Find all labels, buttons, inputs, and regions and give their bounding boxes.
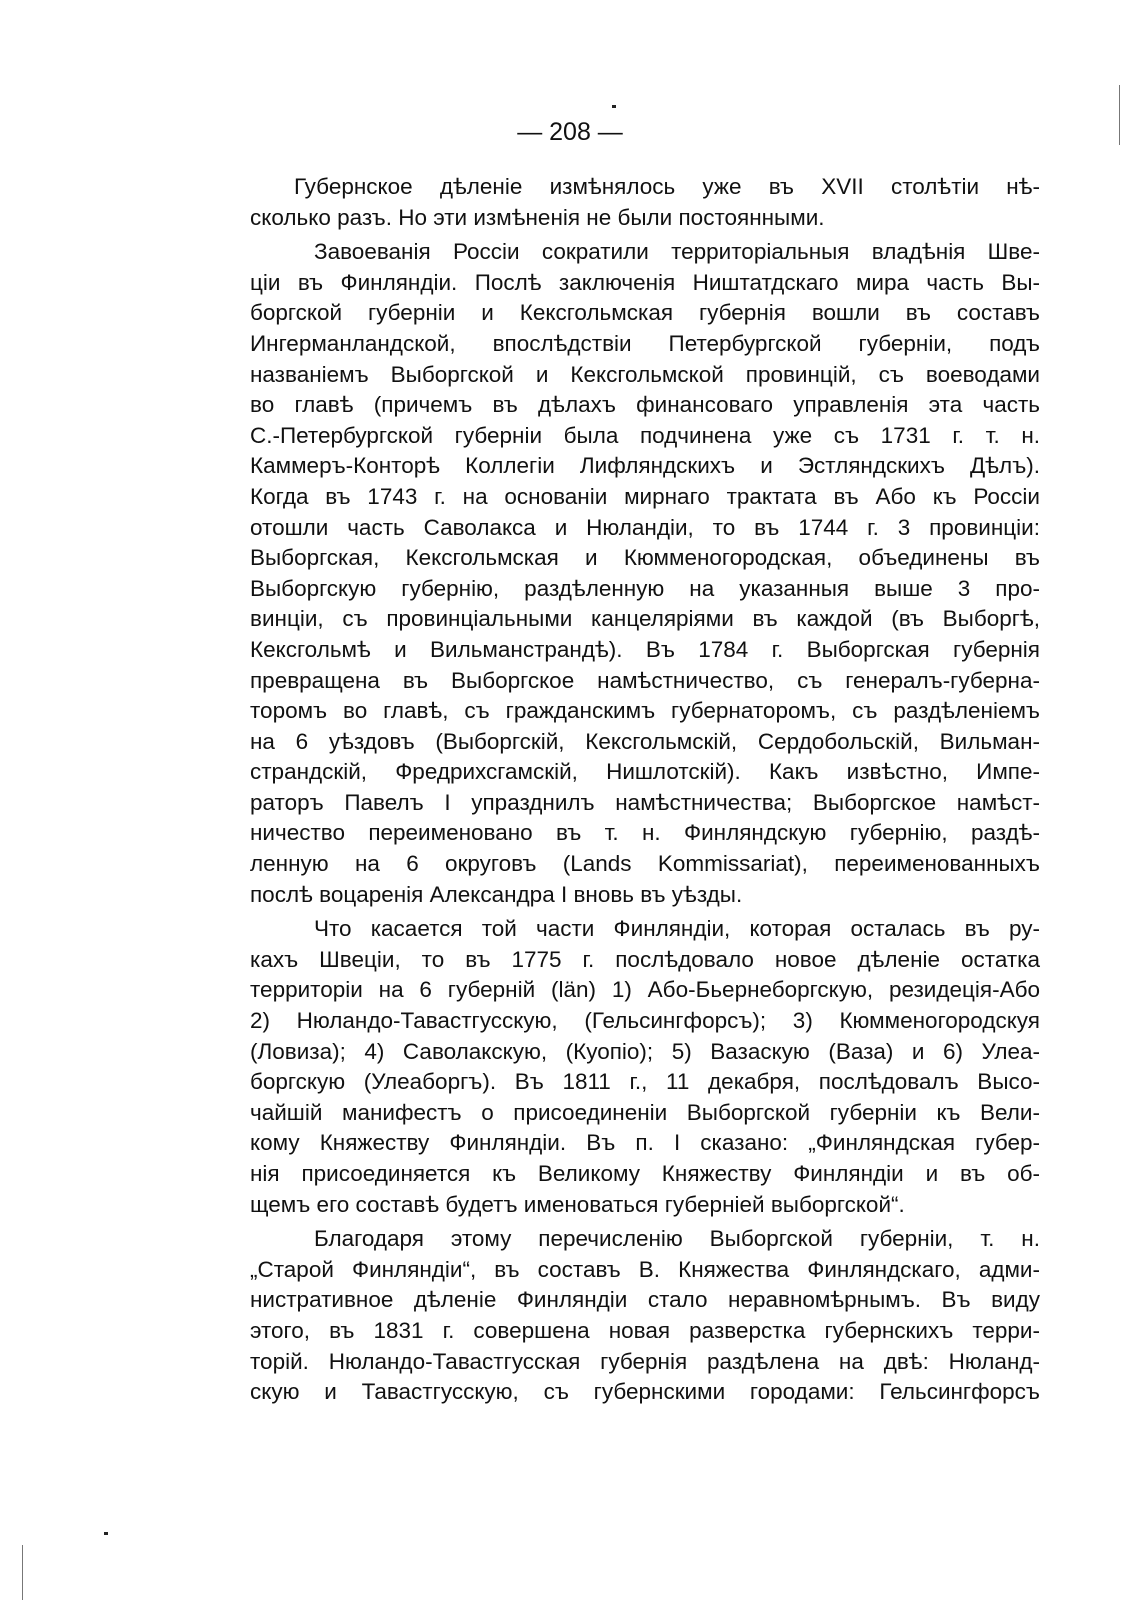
text-line: боргской губерніи и Кексгольмская губернія вошли въ составъ bbox=[250, 300, 1040, 326]
text-line: Выборгская, Кексгольмская и Кюмменогородская, объединены въ bbox=[250, 545, 1040, 571]
text-line: на 6 уѣздовъ (Выборгскій, Кексгольмскій, Сердобольскій, Вильман- bbox=[250, 728, 1040, 754]
text-line: торомъ во главѣ, съ гражданскимъ губернаторомъ, съ раздѣленіемъ bbox=[250, 698, 1040, 724]
text-line: (Ловиза); 4) Саволакскую, (Куопіо); 5) Вазаскую (Ваза) и 6) Улеа- bbox=[250, 1038, 1040, 1064]
text-line: Выборгскую губернію, раздѣленную на указанныя выше 3 про- bbox=[250, 575, 1040, 601]
text-line: Губернское дѣленіе измѣнялось уже въ XVII столѣтіи нѣ- bbox=[294, 174, 1040, 199]
scan-artifact-bottom-dot bbox=[104, 1532, 108, 1535]
text-line: сколько разъ. Но эти измѣненія не были постоянными. bbox=[250, 204, 825, 230]
paragraph-1 bbox=[250, 172, 1040, 233]
text-line: этого, въ 1831 г. совершена новая разверстка губернскихъ терри- bbox=[250, 1317, 1040, 1343]
text-line: торій. Нюландо-Тавастгусская губернія раздѣлена на двѣ: Нюланд- bbox=[250, 1348, 1040, 1374]
text-line: во главѣ (причемъ въ дѣлахъ финансоваго управленія эта часть bbox=[250, 392, 1040, 418]
text-line: нистративное дѣленіе Финляндіи стало неравномѣрнымъ. Въ виду bbox=[250, 1287, 1040, 1313]
text-line: скую и Тавастгусскую, съ губернскими городами: Гельсингфорсъ bbox=[250, 1379, 1040, 1405]
paragraph-2 bbox=[250, 237, 1040, 910]
paragraph-4 bbox=[250, 1224, 1040, 1408]
text-line: боргскую (Улеаборгъ). Въ 1811 г., 11 декабря, послѣдовалъ Высо- bbox=[250, 1069, 1040, 1095]
text-line: ленную на 6 округовъ (Lands Kommissariat), переименованныхъ bbox=[250, 851, 1040, 877]
text-line: Благодаря этому перечисленію Выборгской губерніи, т. н. bbox=[314, 1226, 1040, 1252]
text-line: названіемъ Выборгской и Кексгольмской провинцій, съ воеводами bbox=[250, 361, 1040, 387]
text-line: отошли часть Саволакса и Нюландіи, то въ 1744 г. 3 провинціи: bbox=[250, 514, 1040, 540]
text-line: ничество переименовано въ т. н. Финляндскую губернію, раздѣ- bbox=[250, 820, 1040, 846]
text-line: кому Княжеству Финляндіи. Въ п. I сказано: „Финляндская губер- bbox=[250, 1130, 1040, 1156]
text-line: Что касается той части Финляндіи, которая осталась въ ру- bbox=[314, 916, 1040, 942]
text-line: раторъ Павелъ I упразднилъ намѣстничества; Выборгское намѣст- bbox=[250, 789, 1040, 815]
page-number: — 208 — bbox=[517, 118, 623, 146]
text-line: Кексгольмѣ и Вильманстрандѣ). Въ 1784 г. Выборгская губернія bbox=[250, 636, 1040, 662]
text-line: превращена въ Выборгское намѣстничество, съ генералъ-губерна- bbox=[250, 667, 1040, 693]
scan-artifact-left-line bbox=[22, 1545, 23, 1600]
text-line: кахъ Швеціи, то въ 1775 г. послѣдовало новое дѣленіе остатка bbox=[250, 946, 1040, 972]
text-line: Ингерманландской, впослѣдствіи Петербургской губерніи, подъ bbox=[250, 330, 1040, 356]
text-line: 2) Нюландо-Тавастгусскую, (Гельсингфорсъ); 3) Кюмменогородскуя bbox=[250, 1008, 1040, 1034]
text-line: винціи, съ провинціальными канцеляріями въ каждой (въ Выборгѣ, bbox=[250, 606, 1040, 632]
text-line: страндскій, Фредрихсгамскій, Нишлотскій). Какъ извѣстно, Импе- bbox=[250, 759, 1040, 785]
body-text bbox=[250, 172, 1040, 1408]
paragraph-3 bbox=[250, 914, 1040, 1220]
text-line: Завоеванія Россіи сократили территоріальныя владѣнія Шве- bbox=[314, 239, 1040, 265]
text-line: Когда въ 1743 г. на основаніи мирнаго трактата въ Або къ Россіи bbox=[250, 483, 1040, 509]
text-line: территоріи на 6 губерній (län) 1) Або-Бьернеборгскую, резидеція-Або bbox=[250, 977, 1040, 1003]
text-line: нія присоединяется къ Великому Княжеству Финляндіи и въ об- bbox=[250, 1161, 1040, 1186]
text-line: ціи въ Финляндіи. Послѣ заключенія Ништатдскаго мира часть Вы- bbox=[250, 269, 1040, 295]
text-line: С.-Петербургской губерніи была подчинена уже съ 1731 г. т. н. bbox=[250, 422, 1040, 448]
text-line: щемъ его составѣ будетъ именоваться губерніей выборгской“. bbox=[250, 1191, 905, 1217]
text-line: послѣ воцаренія Александра I вновь въ уѣзды. bbox=[250, 881, 743, 907]
text-line: чайшій манифестъ о присоединеніи Выборгской губерніи къ Вели- bbox=[250, 1099, 1040, 1125]
text-line: Каммеръ-Конторѣ Коллегіи Лифляндскихъ и Эстляндскихъ Дѣлъ). bbox=[250, 453, 1040, 479]
text-line: „Старой Финляндіи“, въ составъ В. Княжества Финляндскаго, адми- bbox=[250, 1256, 1040, 1282]
scan-artifact-top-dot bbox=[612, 105, 616, 108]
